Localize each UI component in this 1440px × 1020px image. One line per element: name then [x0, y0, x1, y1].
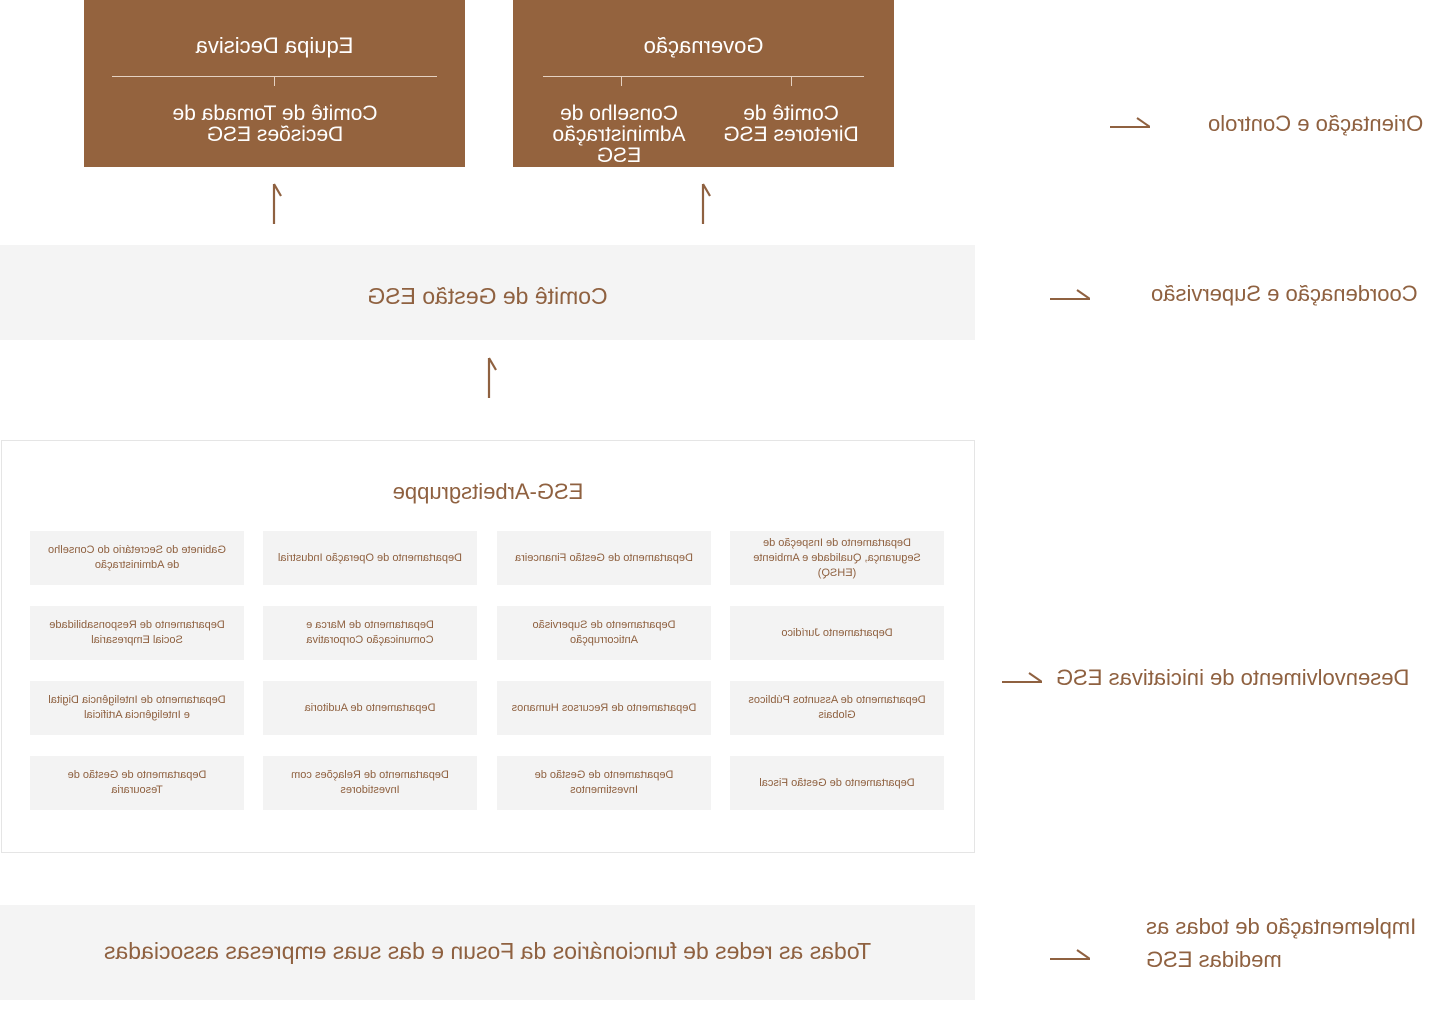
department-box: Gabinete do Secretário do Conselho de Administração [30, 531, 244, 585]
arrow-up-icon [693, 182, 713, 226]
arrow-up-icon [264, 182, 284, 226]
arrow-left-icon [1000, 671, 1042, 683]
side-label-coordenacao: Coordenação e Supervisão [1151, 281, 1418, 306]
all-networks-band [0, 905, 975, 1000]
department-box: Departamento de Operação Industrial [263, 531, 477, 585]
comite-gestao-band [0, 245, 975, 340]
department-box: Departamento de Assuntos Públicos Globais [730, 681, 944, 735]
arrow-left-icon [1108, 116, 1150, 128]
equipa-decisiva-box [84, 0, 465, 167]
department-box: Departamento de Gestão de Investimentos [497, 756, 711, 810]
comite-gestao-label: Comitê de Gestão ESG [367, 283, 608, 309]
governacao-box [513, 0, 894, 167]
department-box: Departamento de Inspeção de Segurança, Qualidade e Ambiente (EHSQ) [730, 531, 944, 585]
governacao-tick-right [621, 76, 622, 86]
department-box: Departamento Jurídico [730, 606, 944, 660]
equipa-decisiva-title: Equipa Decisiva [195, 33, 354, 58]
department-box: Departamento de Supervisão Anticorrupção [497, 606, 711, 660]
arrow-left-icon [1048, 288, 1090, 300]
department-box: Departamento de Responsabilidade Social Empresarial [30, 606, 244, 660]
department-box: Departamento de Marca e Comunicação Corporativa [263, 606, 477, 660]
governacao-title: Governação [643, 33, 764, 58]
arrow-up-icon [479, 356, 499, 400]
department-box: Departamento de Inteligência Digital e Inteligência Artificial [30, 681, 244, 735]
equipa-decisiva-tick [274, 76, 275, 86]
side-label-desenvolvimento: Desenvolvimento de iniciativas ESG [1056, 665, 1410, 690]
department-box: Departamento de Gestão de Tesouraria [30, 756, 244, 810]
side-label-implementacao: Implementação de todas as medidas ESG [1146, 914, 1417, 972]
governacao-item-left: Comitê de Diretores ESG [723, 102, 859, 146]
department-box: Departamento de Recursos Humanos [497, 681, 711, 735]
all-networks-label: Todas as redes de funcionários da Fosun e das suas empresas associadas [103, 938, 872, 964]
working-group-title: ESG-Arbeitsgruppe [392, 479, 584, 504]
department-box: Departamento de Relações com Investidores [263, 756, 477, 810]
governacao-item-right: Conselho de Administração ESG [552, 102, 686, 167]
equipa-decisiva-item: Comitê de Tomada de Decisões ESG [172, 102, 378, 146]
arrow-left-icon [1048, 948, 1090, 960]
governacao-tick-left [791, 76, 792, 86]
department-box: Departamento de Auditoria [263, 681, 477, 735]
department-box: Departamento de Gestão Fiscal [730, 756, 944, 810]
governacao-divider [543, 76, 864, 77]
side-label-orientacao: Orientação e Controlo [1208, 111, 1424, 136]
department-box: Departamento de Gestão Financeira [497, 531, 711, 585]
